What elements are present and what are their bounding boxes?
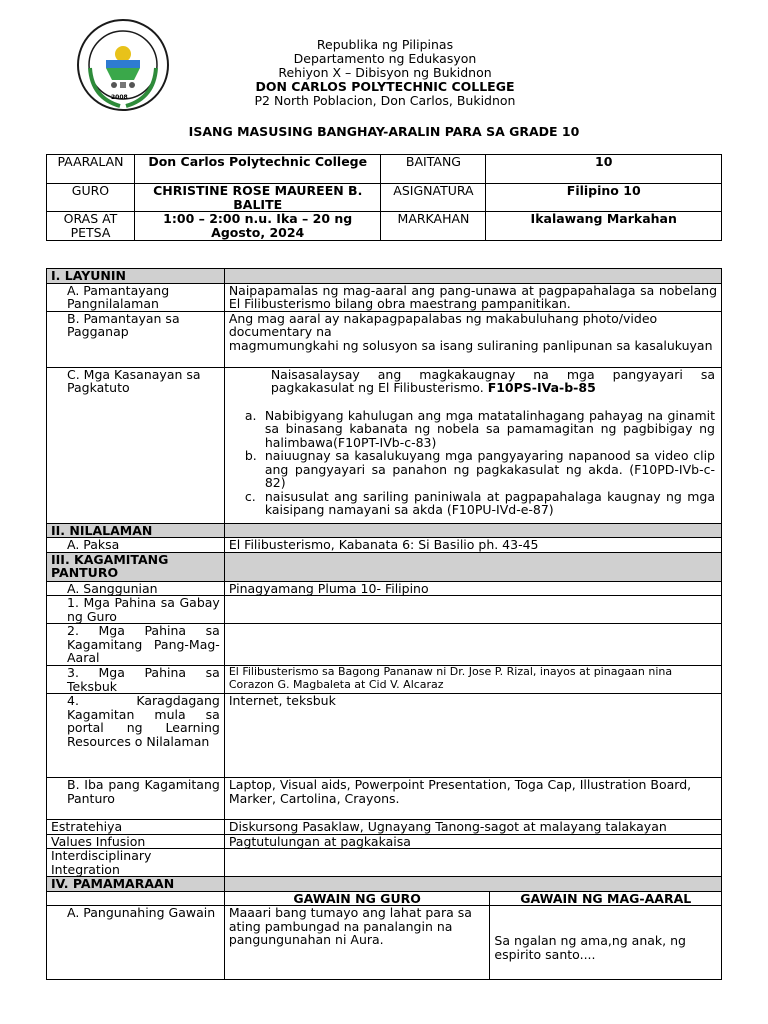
- estratehiya-label: Estratehiya: [47, 820, 225, 835]
- pahina-teksbuk-value: El Filibusterismo sa Bagong Pananaw ni Dr. Jose P. Rizal, inayos at pinagaan nina Corazon G. Magbaleta at Cid V. Alcaraz: [224, 666, 721, 694]
- asignatura-label: ASIGNATURA: [381, 184, 486, 212]
- kagamitan-heading: III. KAGAMITANG PANTURO: [47, 552, 225, 581]
- guro-value: CHRISTINE ROSE MAUREEN B. BALITE: [134, 184, 381, 212]
- baitang-label: BAITANG: [381, 155, 486, 184]
- baitang-value: 10: [486, 155, 722, 184]
- pahina-kagamitan-label: 2. Mga Pahina sa Kagamitang Pang-Mag-Aaral: [47, 624, 225, 666]
- pamantayang-pangnilalaman-value: Naipapamalas ng mag-aaral ang pang-unawa at pagpapahalaga sa nobelang El Filibusterismo bilang obra maestrang pampanitikan.: [224, 283, 721, 311]
- pamantayan-pagganap-line2: magmumungkahi ng solusyon sa isang suliraning panlipunan sa kasalukuyan: [228, 337, 713, 353]
- asignatura-value: Filipino 10: [486, 184, 722, 212]
- pahina-guro-value: [224, 596, 721, 624]
- markahan-label: MARKAHAN: [381, 212, 486, 241]
- oras-value: 1:00 – 2:00 n.u. Ika – 20 ng Agosto, 2024: [134, 212, 381, 241]
- paaralan-value: Don Carlos Polytechnic College: [134, 155, 381, 184]
- kasanayan-item-c: c. naisusulat ang sariling paniniwala at pagpapahalaga kaugnay ng mga kaisipang namayani sa akda (F10PU-IVd-e-87): [244, 488, 715, 517]
- pahina-teksbuk-label: 3. Mga Pahina sa Teksbuk: [47, 666, 225, 694]
- pamantayan-pagganap-line1: Ang mag aaral ay nakapagpapalabas ng makabuluhang photo/video documentary na: [228, 310, 658, 339]
- pangunahing-guro-line1: Maaari bang tumayo ang lahat para sa ating pambungad na panalangin na: [228, 905, 472, 934]
- kasanayan-value: [224, 367, 721, 523]
- iba-pang-label: B. Iba pang Kagamitang Panturo: [47, 778, 225, 820]
- pangunahing-label: A. Pangunahing Gawain: [47, 906, 225, 980]
- info-table: [46, 154, 722, 241]
- paksa-label: A. Paksa: [47, 538, 225, 553]
- pangunahing-magaaral: Sa ngalan ng ama,ng anak, ng espirito santo....: [490, 906, 722, 980]
- interdisciplinary-label: Interdisciplinary Integration: [47, 849, 225, 877]
- iba-pang-value: Laptop, Visual aids, Powerpoint Presentation, Toga Cap, Illustration Board, Marker, Cartolina, Crayons.: [224, 778, 721, 820]
- karagdagang-value: Internet, teksbuk: [224, 694, 721, 778]
- pahina-guro-label: 1. Mga Pahina sa Gabay ng Guro: [47, 596, 225, 624]
- lesson-plan-table: [46, 268, 722, 980]
- kasanayan-intro-code: F10PS-IVa-b-85: [487, 380, 596, 395]
- gawain-magaaral-heading: GAWAIN NG MAG-AARAL: [490, 891, 722, 906]
- pamantayang-pangnilalaman-label: A. Pamantayang Pangnilalaman: [47, 283, 225, 311]
- document-title: ISANG MASUSING BANGHAY-ARALIN PARA SA GRADE 10: [188, 124, 580, 139]
- college-seal: [76, 18, 170, 112]
- karagdagang-label: 4. Karagdagang Kagamitan mula sa portal ng Learning Resources o Nilalaman: [47, 694, 225, 778]
- pahina-kagamitan-value: [224, 624, 721, 666]
- header-republic: Republika ng Pilipinas: [316, 37, 454, 52]
- kasanayan-intro: Naisasalaysay ang magkakaugnay na mga pangyayari sa pagkakasulat ng El Filibusterismo. F10PS-IVa-b-85: [270, 366, 715, 395]
- markahan-value: Ikalawang Markahan: [486, 212, 722, 241]
- paksa-value: El Filibusterismo, Kabanata 6: Si Basilio ph. 43-45: [224, 538, 721, 553]
- pangunahing-guro: [224, 906, 490, 980]
- pamantayan-pagganap-value: [224, 311, 721, 367]
- header-college: DON CARLOS POLYTECHNIC COLLEGE: [255, 79, 515, 94]
- kasanayan-item-a: a. Nabibigyang kahulugan ang mga matatalinhagang pahayag na ginamit sa binasang kabanata ng nobela sa pamamagitan ng pagbibigay ng halimbawa(F10PT-IVb-c-83): [244, 407, 715, 450]
- kasanayan-item-b: b. naiuugnay sa kasalukuyang mga pangyayaring napanood sa video clip ang pangyayari sa panahon ng pagkakasulat ng akda. (F10PD-IVb-c-82): [244, 448, 715, 490]
- pamamaraan-heading: IV. PAMAMARAAN: [47, 877, 225, 892]
- header-department: Departamento ng Edukasyon: [293, 51, 477, 66]
- layunin-heading: I. LAYUNIN: [47, 269, 225, 284]
- pangunahing-guro-line2: pangungunahan ni Aura.: [228, 932, 384, 947]
- values-value: Pagtutulungan at pagkakaisa: [224, 834, 721, 849]
- header-address: P2 North Poblacion, Don Carlos, Bukidnon: [254, 93, 516, 108]
- values-label: Values Infusion: [47, 834, 225, 849]
- oras-label: ORAS AT PETSA: [47, 212, 135, 241]
- sanggunian-label: A. Sanggunian: [47, 581, 225, 596]
- header-region: Rehiyon X – Dibisyon ng Bukidnon: [278, 65, 492, 80]
- kasanayan-label: C. Mga Kasanayan sa Pagkatuto: [47, 367, 225, 523]
- seal-year: 2008: [111, 94, 128, 101]
- nilalaman-heading: II. NILALAMAN: [47, 523, 225, 538]
- gawain-guro-heading: GAWAIN NG GURO: [224, 891, 490, 906]
- pamantayan-pagganap-label: B. Pamantayan sa Pagganap: [47, 311, 225, 367]
- sanggunian-value: Pinagyamang Pluma 10- Filipino: [224, 581, 721, 596]
- guro-label: GURO: [47, 184, 135, 212]
- paaralan-label: PAARALAN: [47, 155, 135, 184]
- interdisciplinary-value: [224, 849, 721, 877]
- estratehiya-value: Diskursong Pasaklaw, Ugnayang Tanong-sagot at malayang talakayan: [224, 820, 721, 835]
